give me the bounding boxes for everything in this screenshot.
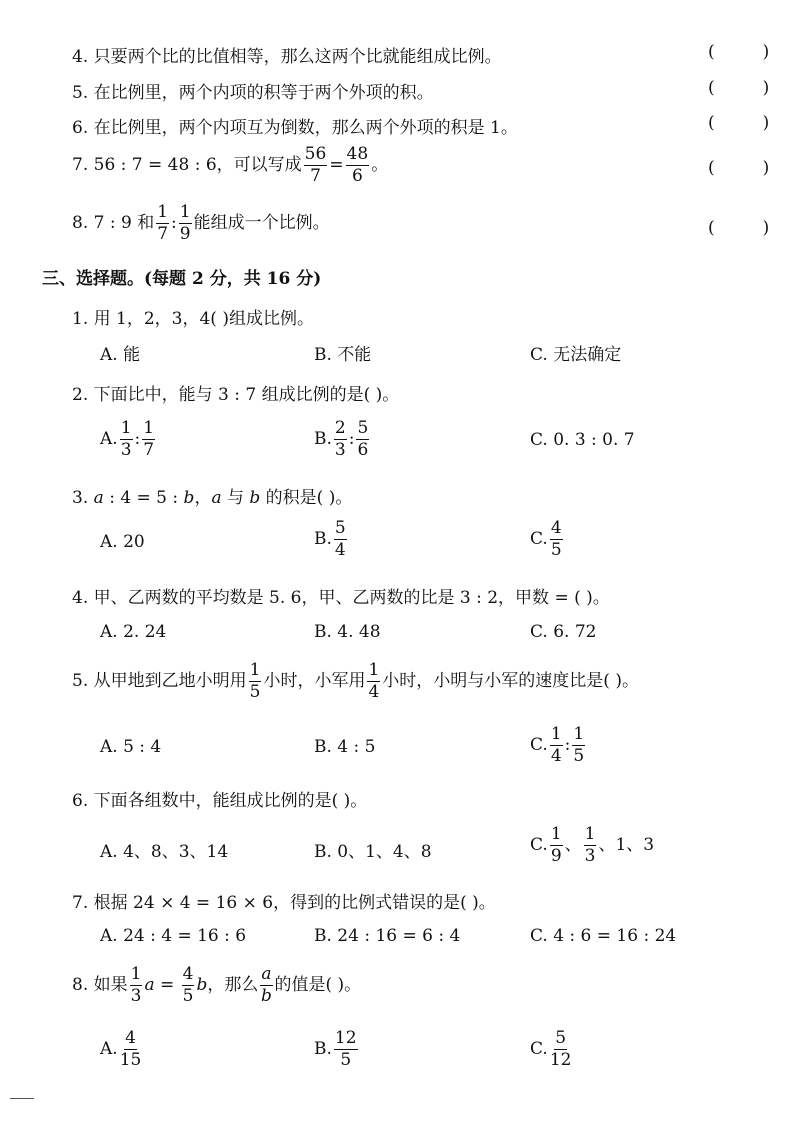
numerator: 4 [550, 518, 562, 538]
denominator: 4 [334, 540, 346, 560]
bracket-close: ) [762, 78, 770, 98]
period: 。 [371, 155, 389, 175]
colon: : [171, 213, 177, 233]
fraction [304, 146, 328, 185]
fraction [249, 662, 262, 701]
colon: : [134, 429, 141, 449]
variable-b: b [196, 975, 208, 995]
numerator: 1 [249, 660, 261, 680]
fraction [120, 420, 133, 459]
q-text: 小时，小军用 [263, 671, 366, 691]
numerator: 5 [334, 518, 346, 538]
q-number: 3. [72, 488, 89, 508]
option-b[interactable]: B. 4. 48 [314, 622, 381, 642]
choice-q1-stem: 1. 用 1，2，3，4( )组成比例。 [72, 309, 314, 329]
fraction [130, 966, 143, 1005]
fraction [550, 826, 563, 865]
fraction [142, 420, 155, 459]
bracket-open: ( [708, 113, 715, 133]
denominator: 5 [340, 1050, 352, 1070]
option-letter: B. [314, 529, 332, 549]
denominator: 7 [157, 224, 169, 244]
option-b[interactable] [314, 1030, 360, 1069]
numerator: 1 [573, 724, 585, 744]
q-text: 的值是( )。 [274, 975, 362, 995]
fraction [334, 520, 347, 559]
option-a[interactable]: A. 4、8、3、14 [100, 842, 229, 862]
bracket-open: ( [708, 78, 715, 98]
option-a[interactable]: A. 24 : 4 = 16 : 6 [100, 926, 247, 946]
option-letter: A. [100, 1039, 118, 1059]
option-letter: C. [530, 529, 548, 549]
option-letter: A. [100, 429, 118, 449]
option-c[interactable]: C. 6. 72 [530, 622, 597, 642]
answer-bracket-q7[interactable] [708, 158, 769, 178]
denominator: 9 [179, 224, 191, 244]
numerator: 1 [120, 418, 132, 438]
separator: 、 [564, 835, 582, 855]
denominator: 5 [550, 540, 562, 560]
bracket-open: ( [708, 42, 715, 62]
numerator: 1 [584, 824, 596, 844]
fraction [179, 204, 192, 243]
option-letter: C. [530, 835, 548, 855]
choice-q3-stem [72, 483, 352, 508]
option-letter: B. [314, 1039, 332, 1059]
option-b[interactable]: B. 4 : 5 [314, 737, 376, 757]
q-text: 8. 如果 [72, 975, 128, 995]
numerator: 1 [130, 964, 142, 984]
bracket-close: ) [762, 42, 770, 62]
comma: ， [194, 488, 212, 508]
denominator: 9 [550, 846, 562, 866]
numerator: 48 [346, 144, 369, 164]
answer-bracket-q6[interactable] [708, 113, 769, 133]
numerator: 1 [157, 202, 169, 222]
denominator: 4 [368, 682, 380, 702]
q-text: : 4 = 5 : [109, 488, 179, 508]
denominator: 7 [143, 440, 155, 460]
option-a[interactable]: A. 能 [100, 345, 141, 365]
judge-q6: 6. 在比例里，两个内项互为倒数，那么两个外项的积是 1。 [72, 118, 518, 138]
fraction [156, 204, 169, 243]
denominator: 5 [573, 746, 585, 766]
q8-text-end: 能组成一个比例。 [193, 213, 330, 233]
variable-a: a [93, 488, 104, 508]
option-c[interactable]: C. 0. 3 : 0. 7 [530, 430, 635, 450]
q-text: 5. 从甲地到乙地小明用 [72, 671, 247, 691]
fraction [550, 1030, 572, 1069]
page-edge-mark [10, 1098, 34, 1099]
denominator: b [261, 986, 272, 1006]
option-c[interactable]: C. 4 : 6 = 16 : 24 [530, 926, 677, 946]
choice-q4-stem: 4. 甲、乙两数的平均数是 5. 6，甲、乙两数的比是 3 : 2，甲数 = ( )。 [72, 588, 610, 608]
numerator: 5 [555, 1028, 567, 1048]
judge-q7 [72, 146, 388, 185]
section-title: 三、选择题。(每题 2 分，共 16 分) [42, 269, 322, 289]
denominator: 15 [119, 1050, 142, 1070]
denominator: 3 [584, 846, 596, 866]
answer-bracket-q4[interactable] [708, 42, 769, 62]
option-b[interactable]: B. 24 : 16 = 6 : 4 [314, 926, 461, 946]
equals-sign: = [154, 975, 180, 995]
bracket-close: ) [762, 158, 770, 178]
option-c[interactable] [530, 826, 654, 865]
option-a[interactable]: A. 2. 24 [100, 622, 167, 642]
answer-bracket-q5[interactable] [708, 78, 769, 98]
q8-text: 8. 7 : 9 和 [72, 213, 155, 233]
bracket-open: ( [708, 218, 715, 238]
denominator: 12 [549, 1050, 572, 1070]
option-text: 、1、3 [598, 835, 655, 855]
q-text: 小时，小明与小军的速度比是( )。 [382, 671, 639, 691]
colon: : [564, 735, 571, 755]
numerator: a [261, 964, 272, 984]
fraction [584, 826, 597, 865]
q-text: ，那么 [207, 975, 259, 995]
variable-b: b [249, 488, 261, 508]
fraction [346, 146, 370, 185]
option-a[interactable] [100, 420, 157, 459]
fraction [356, 420, 369, 459]
bracket-open: ( [708, 158, 715, 178]
fraction [550, 726, 563, 765]
denominator: 7 [310, 166, 321, 186]
bracket-close: ) [762, 218, 770, 238]
variable-a: a [211, 488, 222, 508]
denominator: 6 [351, 166, 363, 186]
judge-q4: 4. 只要两个比的比值相等，那么这两个比就能组成比例。 [72, 47, 502, 67]
option-letter: C. [530, 1039, 548, 1059]
denominator: 4 [550, 746, 562, 766]
denominator: 6 [357, 440, 369, 460]
q7-text: 7. 56 : 7 = 48 : 6，可以写成 [72, 155, 302, 175]
q-text: 与 [221, 488, 250, 508]
variable-a: a [144, 975, 155, 995]
choice-q2-stem: 2. 下面比中，能与 3 : 7 组成比例的是( )。 [72, 385, 400, 405]
judge-q8 [72, 204, 330, 243]
q-text: 的积是( )。 [260, 488, 353, 508]
option-b[interactable]: B. 0、1、4、8 [314, 842, 432, 862]
fraction [550, 520, 563, 559]
numerator: 12 [334, 1028, 357, 1048]
equals-sign: = [329, 155, 344, 175]
choice-q5-stem [72, 662, 639, 701]
answer-bracket-q8[interactable] [708, 218, 769, 238]
option-c[interactable] [530, 726, 587, 765]
choice-q7-stem: 7. 根据 24 × 4 = 16 × 6，得到的比例式错误的是( )。 [72, 893, 496, 913]
fraction [260, 966, 272, 1005]
option-a[interactable]: A. 5 : 4 [100, 737, 162, 757]
denominator: 5 [182, 986, 194, 1006]
denominator: 3 [130, 986, 142, 1006]
colon: : [348, 429, 355, 449]
numerator: 4 [125, 1028, 136, 1048]
numerator: 5 [357, 418, 369, 438]
fraction [367, 662, 380, 701]
option-letter: C. [530, 735, 548, 755]
option-c[interactable] [530, 520, 565, 559]
denominator: 3 [120, 440, 132, 460]
numerator: 4 [182, 964, 194, 984]
option-b[interactable]: B. 不能 [314, 345, 372, 365]
variable-b: b [183, 488, 195, 508]
judge-q5: 5. 在比例里，两个内项的积等于两个外项的积。 [72, 83, 434, 103]
option-b[interactable] [314, 420, 371, 459]
bracket-close: ) [762, 113, 770, 133]
option-a[interactable] [100, 1030, 143, 1069]
option-letter: B. [314, 429, 332, 449]
option-a[interactable]: A. 20 [100, 532, 145, 552]
denominator: 3 [334, 440, 346, 460]
fraction [120, 1030, 142, 1069]
option-c[interactable] [530, 1030, 573, 1069]
numerator: 1 [143, 418, 155, 438]
choice-q8-stem [72, 966, 361, 1005]
denominator: 5 [249, 682, 261, 702]
fraction [182, 966, 195, 1005]
fraction [572, 726, 585, 765]
numerator: 1 [550, 824, 562, 844]
choice-q6-stem: 6. 下面各组数中，能组成比例的是( )。 [72, 791, 368, 811]
option-c[interactable]: C. 无法确定 [530, 345, 622, 365]
fraction [334, 420, 347, 459]
numerator: 56 [304, 144, 327, 164]
numerator: 1 [550, 724, 562, 744]
option-b[interactable] [314, 520, 349, 559]
fraction [334, 1030, 358, 1069]
numerator: 1 [368, 660, 380, 680]
numerator: 2 [334, 418, 346, 438]
numerator: 1 [179, 202, 191, 222]
